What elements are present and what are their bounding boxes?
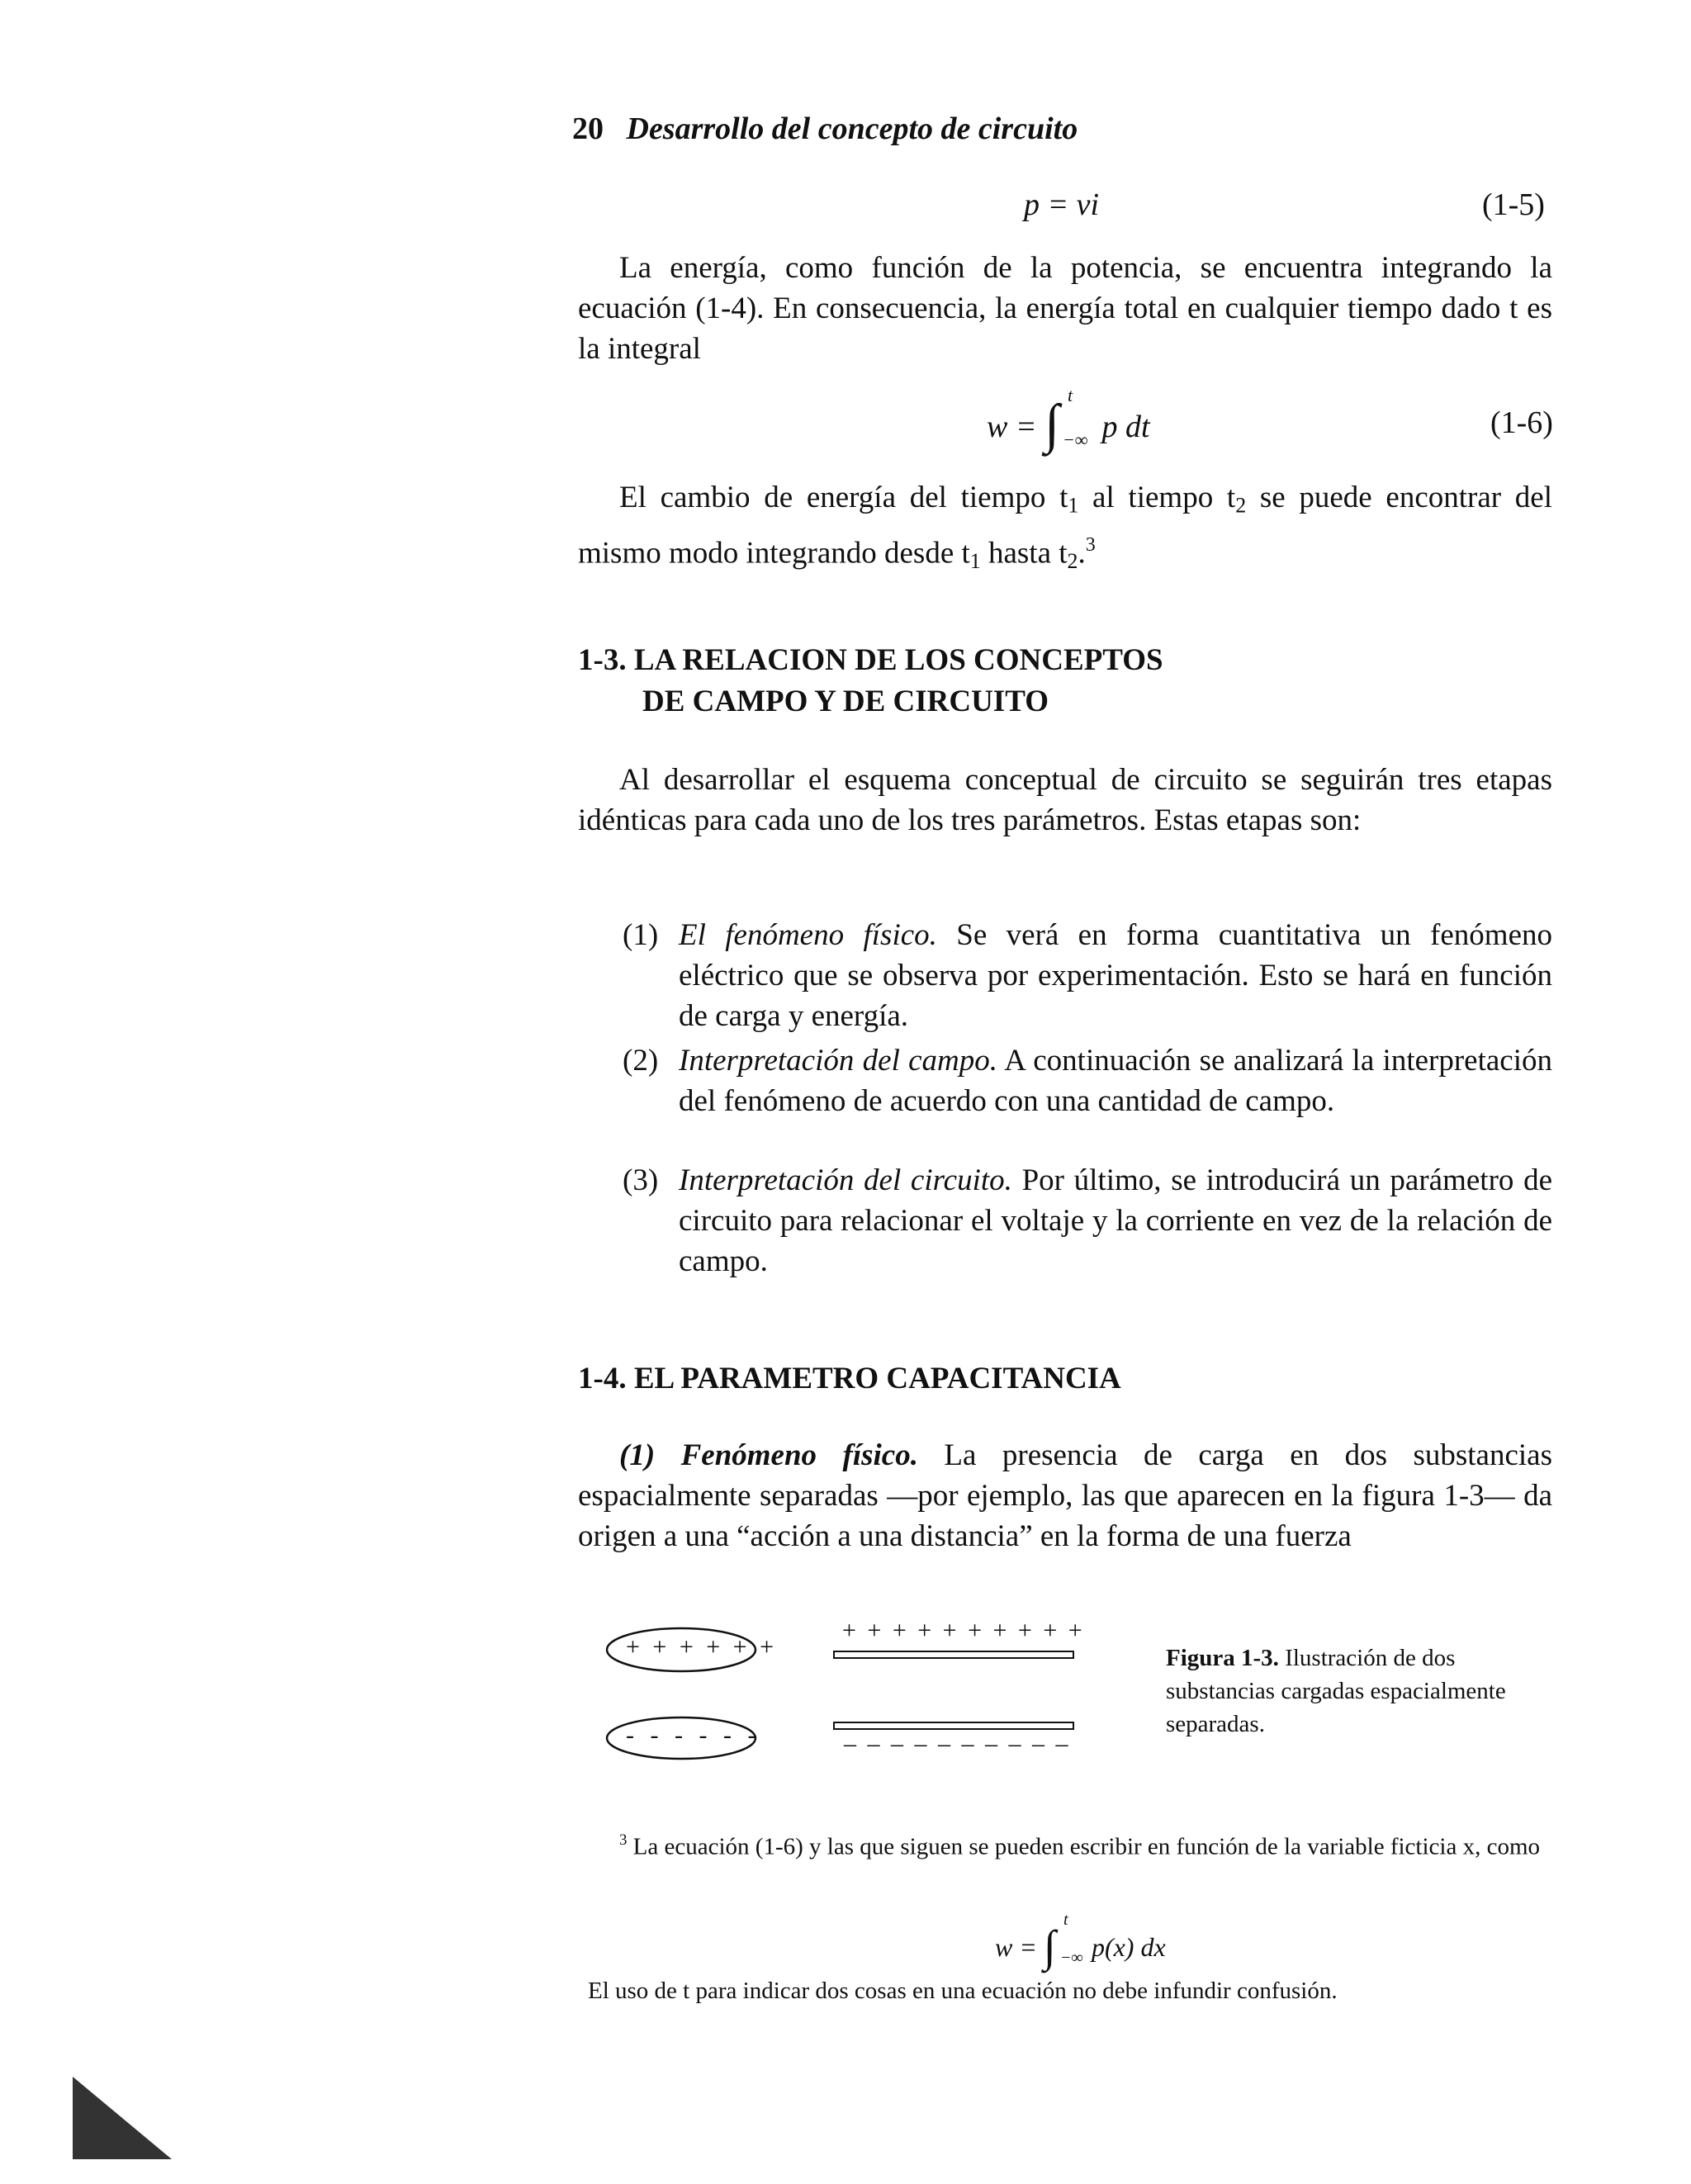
equation-1-5-number: (1-5) [1482, 187, 1545, 222]
equation-1-6-number: (1-6) [1490, 405, 1553, 440]
plate-positive [834, 1651, 1073, 1658]
list-marker-2: (2) [623, 1044, 659, 1078]
footnote-ref-3: 3 [1085, 534, 1096, 557]
charges-top-right: + + + + + + + + + + [842, 1617, 1085, 1644]
p2-text-d: hasta t [980, 536, 1068, 571]
section-1-3-line-2: DE CAMPO Y DE CIRCUITO [642, 685, 1049, 718]
charges-bottom-left: - - - - - - [626, 1722, 761, 1749]
paragraph-energy-change [578, 477, 1552, 581]
figure-caption-label: Figura 1-3. [1166, 1645, 1279, 1671]
running-title: Desarrollo del concepto de circuito [626, 111, 1078, 146]
figure-1-3 [603, 1610, 1115, 1767]
paragraph-energy: La energía, como función de la potencia, se encuentra integrando la ecuación (1-4). En consecuencia, la energía total en cualquier tiempo dado t es la integral [578, 251, 1552, 366]
footnote-integral-upper: t [1063, 1911, 1068, 1929]
running-header [572, 111, 1078, 147]
page-number: 20 [572, 111, 604, 146]
p2-text-b: al tiempo t [1078, 481, 1236, 514]
list-item-2-text: A continuación se analizará la interpretación del fenómeno de acuerdo con una cantidad de campo. [679, 1044, 1552, 1118]
footnote-3 [578, 1823, 1561, 1864]
footnote-marker: 3 [619, 1831, 628, 1849]
footnote-equation [995, 1911, 1166, 1971]
paragraph-phenomenon [578, 1435, 1552, 1556]
p2-text-a: El cambio de energía del tiempo t [619, 481, 1068, 514]
footnote-closing: El uso de t para indicar dos cosas en una ecuación no debe infundir confusión. [588, 1978, 1338, 2004]
footnote-integral-sign: ∫ [1043, 1921, 1056, 1971]
charges-top-left: + + + + + + [626, 1633, 778, 1661]
equation-1-6-lhs: w = [987, 410, 1037, 444]
section-1-3-heading [578, 640, 1163, 722]
integral-upper-limit: t [1068, 385, 1073, 405]
paragraph-phenomenon-title: (1) Fenómeno físico. [619, 1438, 918, 1472]
p2-text-e: . [1078, 536, 1086, 571]
section-1-3-line-1: 1-3. LA RELACION DE LOS CONCEPTOS [578, 643, 1163, 677]
figure-1-3-caption [1166, 1642, 1562, 1741]
footnote-equation-lhs: w = [995, 1932, 1037, 1962]
list-item-3-text: Por último, se introducirá un parámetro de circuito para relacionar el voltaje y la corriente en vez de la relación de campo. [679, 1163, 1552, 1278]
figure-caption-text: Ilustración de dos substancias cargadas espacialmente separadas. [1166, 1645, 1506, 1737]
p2-sub-2: 2 [1235, 493, 1247, 518]
list-marker-3: (3) [623, 1163, 659, 1197]
paragraph-stages: Al desarrollar el esquema conceptual de circuito se seguirán tres etapas idénticas para cada uno de los tres parámetros. Estas etapas son: [578, 763, 1552, 837]
list-item-1-text: Se verá en forma cuantitativa un fenómeno eléctrico que se observa por experimentación. Esto se hará en función de carga y energía. [679, 918, 1552, 1033]
charges-bottom-right: – – – – – – – – – – [844, 1730, 1071, 1757]
integral-lower-limit: −∞ [1063, 429, 1088, 450]
p2-text-c: se puede encontrar del mismo modo integrando desde t [578, 481, 1553, 571]
list-item-3 [623, 1160, 1552, 1282]
footnote-integral-lower: −∞ [1059, 1949, 1083, 1967]
equation-1-6 [987, 385, 1150, 454]
list-marker-1: (1) [623, 918, 659, 952]
list-item-2-title: Interpretación del campo. [679, 1044, 998, 1078]
list-item-3-title: Interpretación del circuito. [679, 1163, 1012, 1197]
p2-sub-3: 1 [969, 549, 981, 574]
equation-1-6-body: p dt [1101, 410, 1150, 444]
equation-1-5: p = vi [1024, 187, 1100, 222]
integral-sign: ∫ [1044, 394, 1060, 454]
footnote-text: La ecuación (1-6) y las que siguen se pueden escribir en función de la variable ficticia x, como [627, 1833, 1541, 1860]
section-1-4-heading: 1-4. EL PARAMETRO CAPACITANCIA [578, 1362, 1121, 1395]
paragraph-phenomenon-text: La presencia de carga en dos substancias espacialmente separadas —por ejemplo, las que aparecen en la figura 1-3— da origen a una “acción a una distancia” en la forma de una fuerza [578, 1438, 1552, 1553]
footnote-equation-body: p(x) dx [1091, 1932, 1166, 1962]
p2-sub-4: 2 [1067, 549, 1078, 574]
list-item-1 [623, 915, 1552, 1036]
scan-corner-mark [73, 2077, 180, 2167]
p2-sub-1: 1 [1068, 493, 1079, 518]
list-item-1-title: El fenómeno físico. [679, 918, 937, 952]
plate-negative [834, 1722, 1073, 1729]
list-item-2 [623, 1040, 1552, 1121]
